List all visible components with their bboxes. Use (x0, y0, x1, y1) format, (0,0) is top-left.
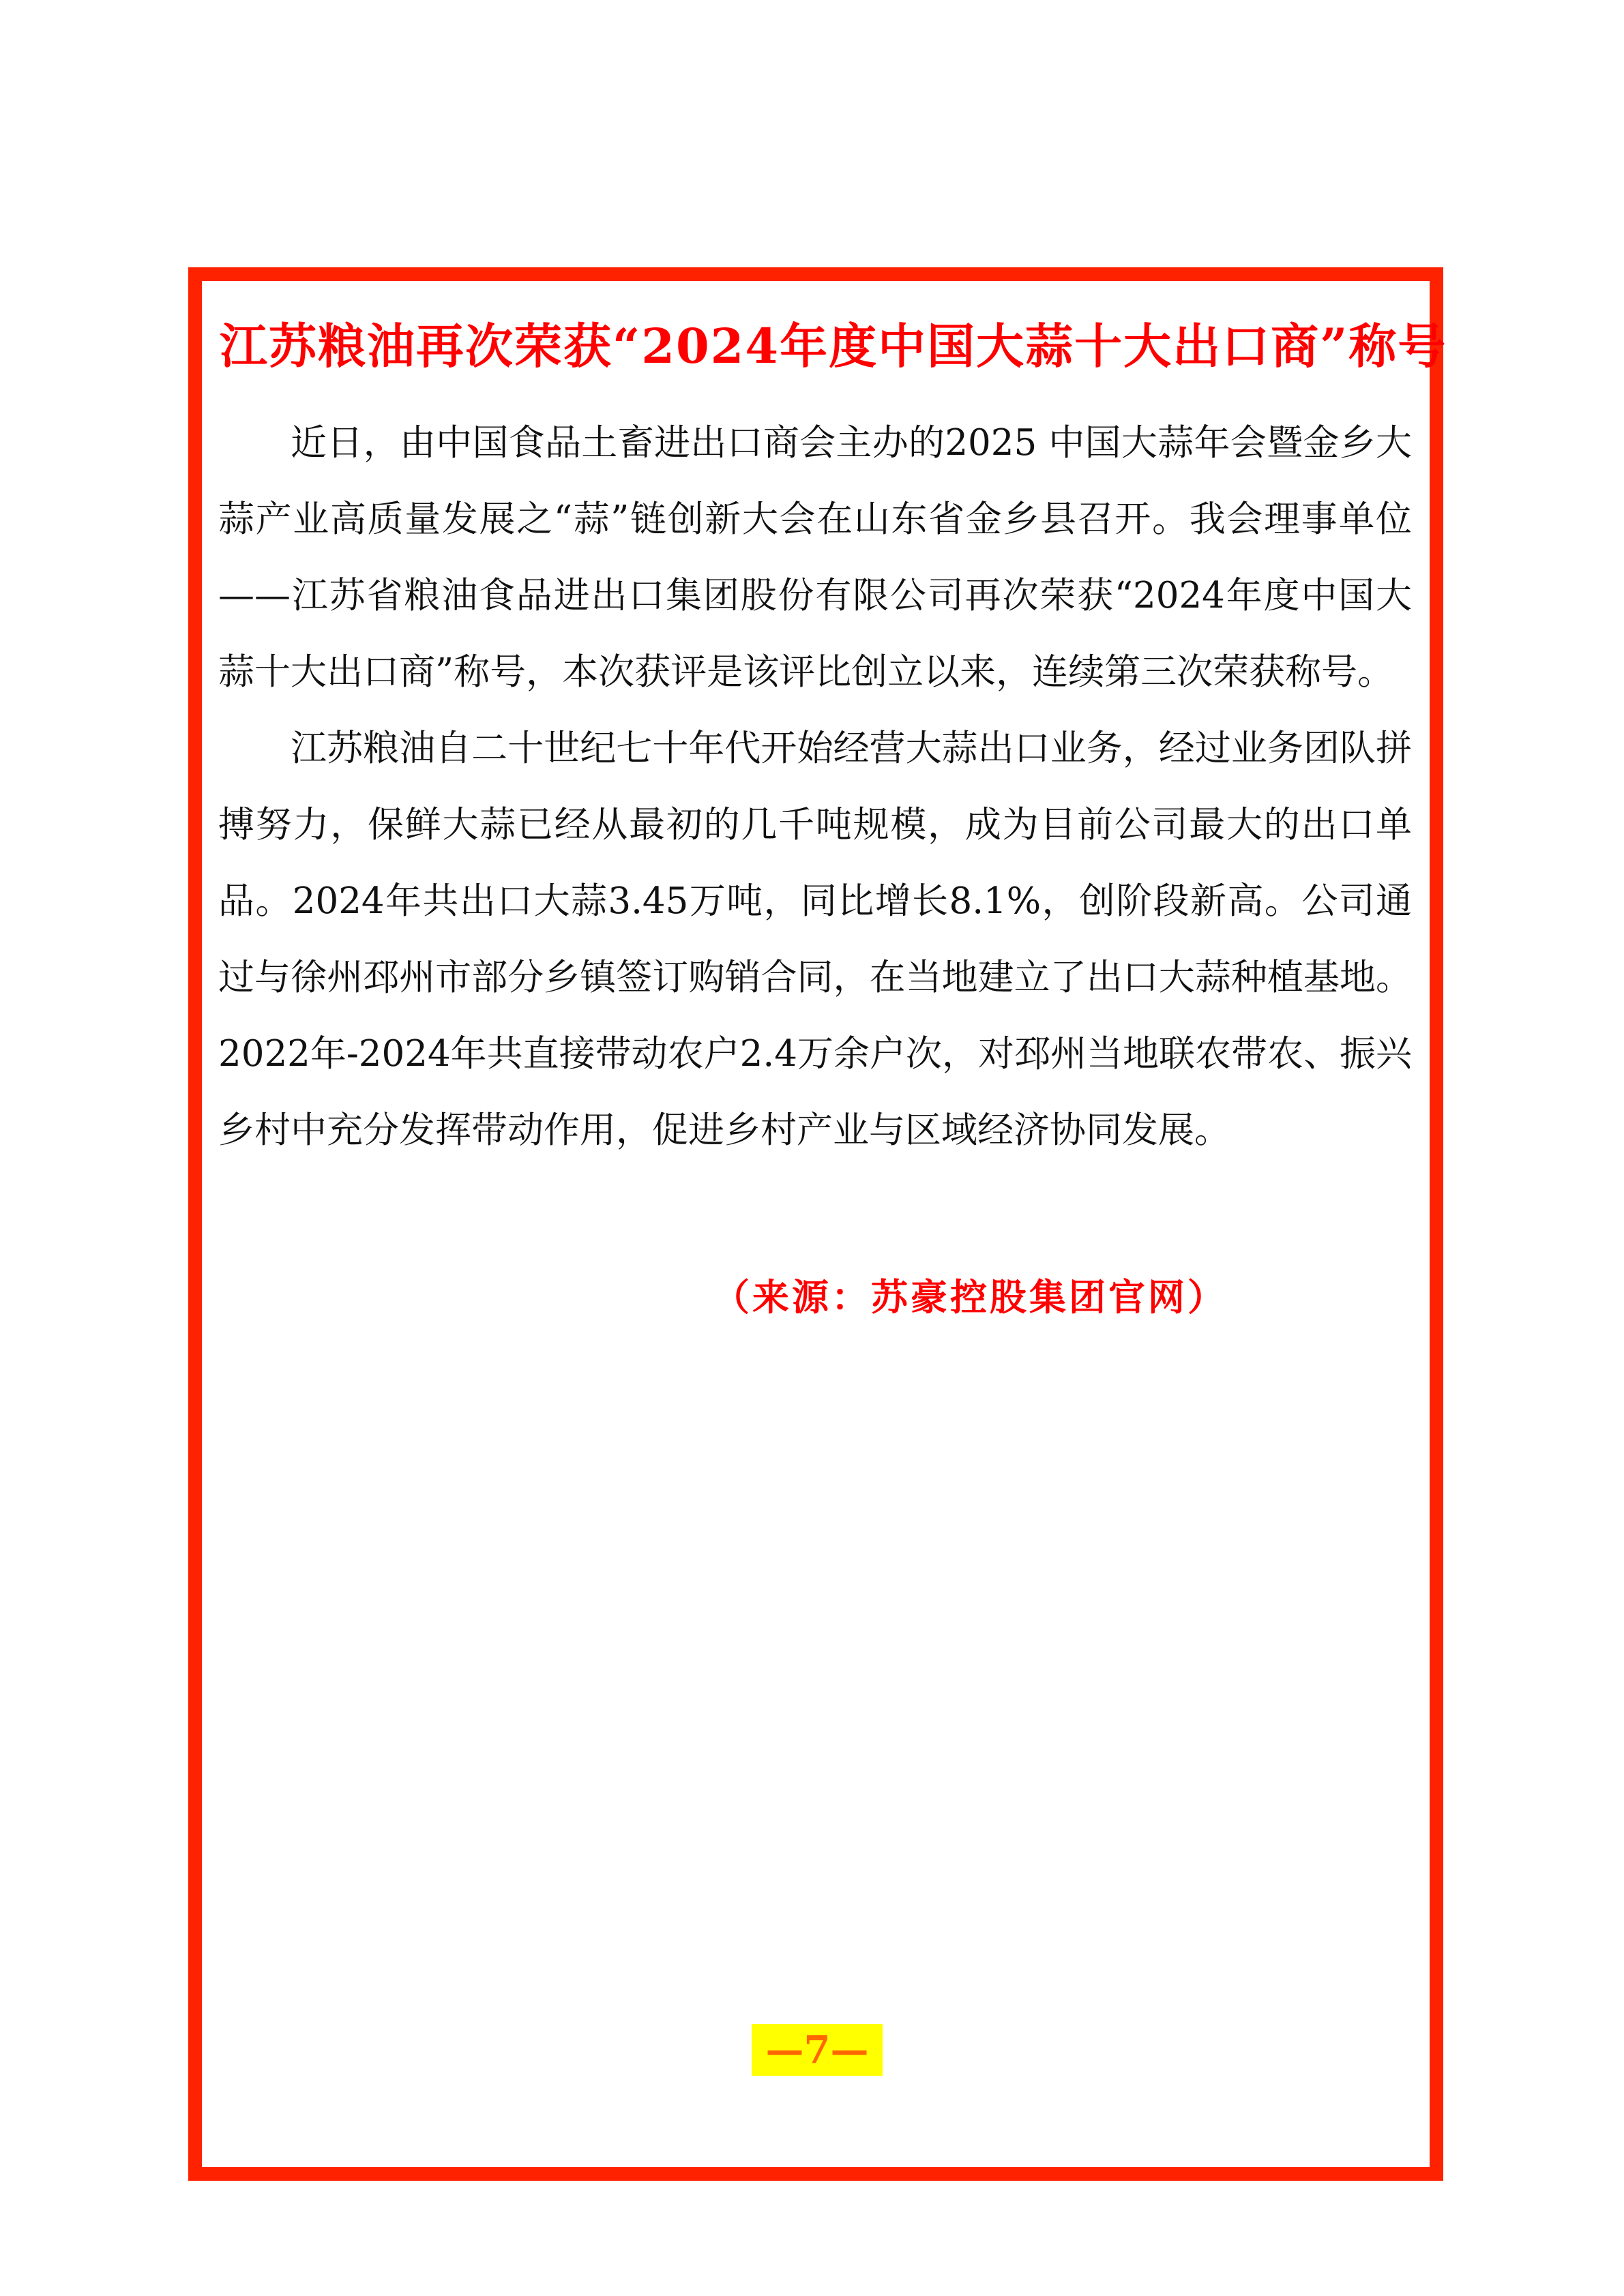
paragraph-2: 江苏粮油自二十世纪七十年代开始经营大蒜出口业务，经过业务团队拼搏努力，保鲜大蒜已经从最初的几千吨规模，成为目前公司最大的出口单品。2024年共出口大蒜3.45万吨，同比增长8.1%，创阶段新高。公司通过与徐州邳州市部分乡镇签订购销合同，在当地建立了出口大蒜种植基地。2022年-2024年共直接带动农户2.4万余户次，对邳州当地联农带农、振兴乡村中充分发挥带动作用，促进乡村产业与区域经济协同发展。 (218, 728, 1412, 1151)
page-number: —7— (752, 2024, 883, 2076)
article-title: 江苏粮油再次荣获“2024年度中国大蒜十大出口商”称号 (220, 318, 1447, 374)
article-body (218, 405, 1412, 1169)
paragraph-1: 近日，由中国食品土畜进出口商会主办的2025 中国大蒜年会暨金乡大蒜产业高质量发展之“蒜”链创新大会在山东省金乡县召开。我会理事单位——江苏省粮油食品进出口集团股份有限公司再次荣获“2024年度中国大蒜十大出口商”称号，本次获评是该评比创立以来，连续第三次荣获称号。 (218, 422, 1412, 693)
source-attribution: （来源：苏豪控股集团官网） (713, 1275, 1227, 1319)
